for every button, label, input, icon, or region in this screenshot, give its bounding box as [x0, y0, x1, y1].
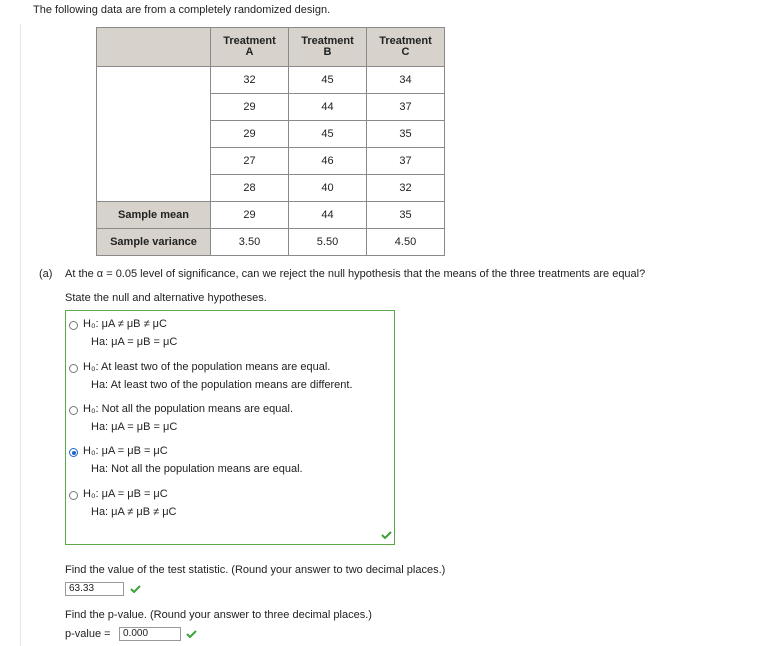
p-value-input[interactable]: 0.000 — [119, 627, 181, 641]
option-ha: Ha: μA ≠ μB ≠ μC — [91, 506, 177, 518]
part-a-question: At the α = 0.05 level of significance, can we reject the null hypothesis that the means of the three treatments are equal? — [65, 268, 646, 280]
test-statistic-input[interactable]: 63.33 — [65, 582, 124, 596]
option-h0: H₀: μA = μB = μC — [83, 488, 168, 500]
part-a-label: (a) — [39, 268, 53, 280]
header-treatment-b: Treatment B — [289, 28, 367, 67]
cell: 32 — [211, 67, 289, 94]
cell: 44 — [289, 202, 367, 229]
sample-variance-label: Sample variance — [97, 229, 211, 256]
option-ha: Ha: At least two of the population means are different. — [91, 379, 353, 391]
radio-button[interactable] — [69, 364, 78, 373]
correct-check-icon — [186, 630, 197, 638]
cell: 3.50 — [211, 229, 289, 256]
header-treatment-c: Treatment C — [367, 28, 445, 67]
blank-label-cell — [97, 67, 211, 202]
cell: 32 — [367, 175, 445, 202]
cell: 46 — [289, 148, 367, 175]
option-h0: H₀: μA = μB = μC — [83, 445, 168, 457]
radio-button-selected[interactable] — [69, 448, 78, 457]
option-h0: H₀: μA ≠ μB ≠ μC — [83, 318, 167, 330]
sample-mean-label: Sample mean — [97, 202, 211, 229]
cell: 5.50 — [289, 229, 367, 256]
option-h0: H₀: Not all the population means are equal. — [83, 403, 294, 415]
cell: 29 — [211, 94, 289, 121]
cell: 45 — [289, 121, 367, 148]
cell: 34 — [367, 67, 445, 94]
header-corner — [97, 28, 211, 67]
cell: 27 — [211, 148, 289, 175]
radio-button[interactable] — [69, 321, 78, 330]
cell: 40 — [289, 175, 367, 202]
test-statistic-prompt: Find the value of the test statistic. (Round your answer to two decimal places.) — [65, 564, 446, 576]
option-ha: Ha: μA = μB = μC — [91, 421, 178, 433]
option-h0: H₀: At least two of the population means are equal. — [83, 361, 331, 373]
cell: 4.50 — [367, 229, 445, 256]
cell: 37 — [367, 148, 445, 175]
table-header-row — [97, 28, 445, 67]
sample-variance-row — [97, 229, 445, 256]
cell: 29 — [211, 121, 289, 148]
cell: 35 — [367, 202, 445, 229]
cell: 45 — [289, 67, 367, 94]
cell: 44 — [289, 94, 367, 121]
radio-button[interactable] — [69, 491, 78, 500]
correct-check-icon — [381, 531, 392, 539]
p-value-label: p-value = — [65, 628, 111, 640]
hypotheses-options — [65, 310, 395, 545]
cell: 29 — [211, 202, 289, 229]
correct-check-icon — [130, 585, 141, 593]
header-treatment-a: Treatment A — [211, 28, 289, 67]
problem-intro: The following data are from a completely randomized design. — [33, 4, 331, 16]
radio-button[interactable] — [69, 406, 78, 415]
table-row — [97, 67, 445, 94]
cell: 28 — [211, 175, 289, 202]
sample-mean-row — [97, 202, 445, 229]
option-ha: Ha: μA = μB = μC — [91, 336, 178, 348]
left-margin-rule — [20, 24, 21, 646]
cell: 37 — [367, 94, 445, 121]
p-value-prompt: Find the p-value. (Round your answer to three decimal places.) — [65, 609, 372, 621]
state-hypotheses-prompt: State the null and alternative hypotheses. — [65, 292, 267, 304]
data-table — [96, 27, 445, 256]
cell: 35 — [367, 121, 445, 148]
option-ha: Ha: Not all the population means are equal. — [91, 463, 303, 475]
